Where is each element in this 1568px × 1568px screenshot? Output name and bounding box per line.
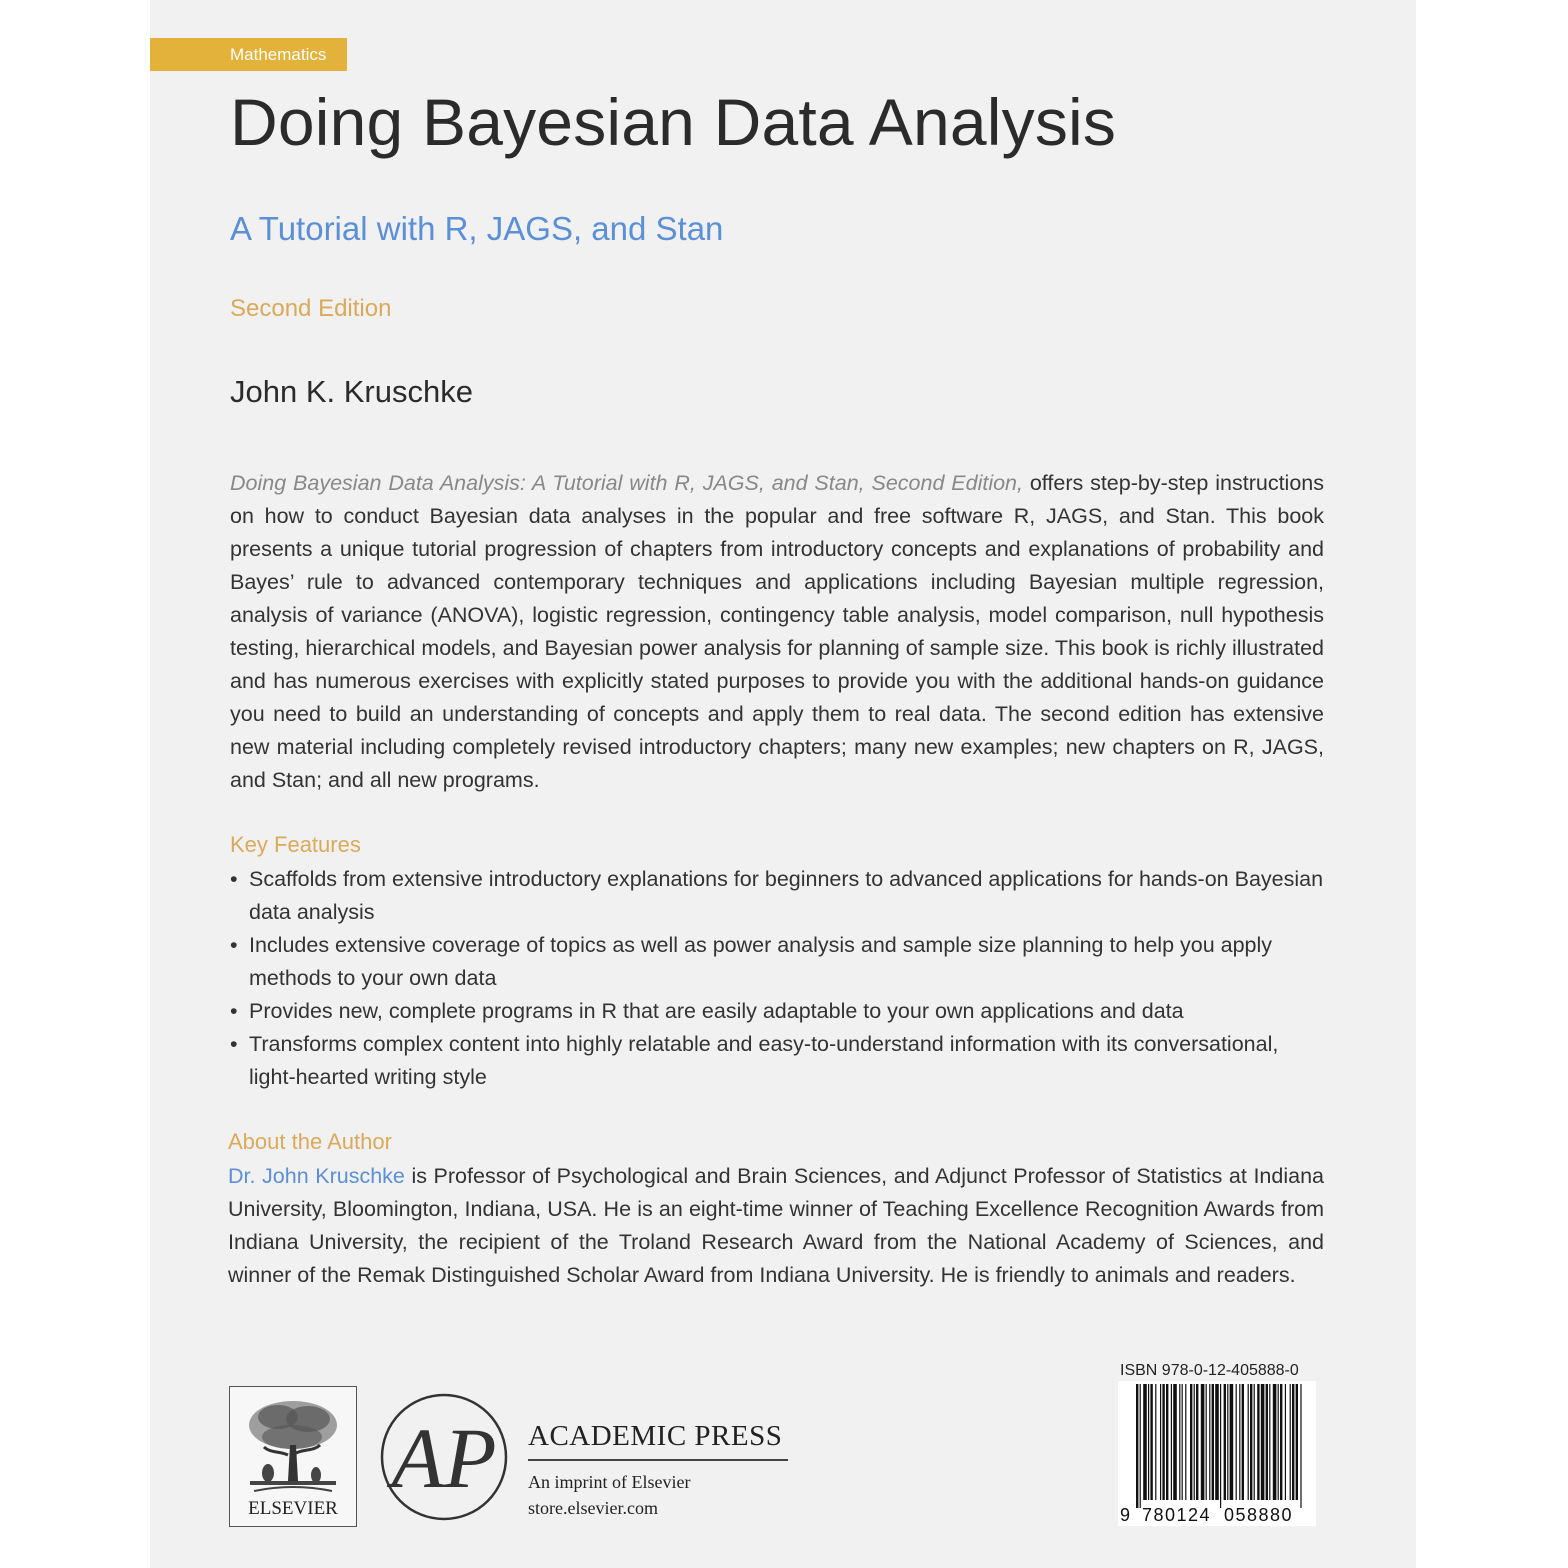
book-description [230, 467, 1324, 797]
barcode-bar [1248, 1384, 1249, 1500]
book-subtitle: A Tutorial with R, JAGS, and Stan [230, 210, 724, 247]
key-features-heading: Key Features [230, 832, 361, 857]
barcode-bar [1206, 1384, 1207, 1500]
barcode-bar [1194, 1384, 1195, 1500]
imprint-line: An imprint of Elsevier [528, 1472, 691, 1492]
barcode-bar [1179, 1384, 1180, 1500]
barcode-bar [1215, 1384, 1219, 1500]
barcode-bar [1182, 1384, 1183, 1500]
feature-item: • Scaffolds from extensive introductory explanations for beginners to advanced applications for hands-on Bayesian data analysis [230, 863, 1330, 929]
book-author: John K. Kruschke [230, 374, 473, 409]
publisher-name: ACADEMIC PRESS [528, 1420, 783, 1452]
ap-monogram: AP [391, 1410, 497, 1506]
barcode-bar [1242, 1384, 1244, 1500]
barcode-bar [1227, 1384, 1228, 1500]
store-url: store.elsevier.com [528, 1498, 658, 1518]
elsevier-wordmark: ELSEVIER [248, 1498, 338, 1519]
barcode-bar [1296, 1384, 1298, 1500]
barcode-bar [1171, 1384, 1172, 1500]
description-italic-lead: Doing Bayesian Data Analysis: A Tutorial with R, JAGS, and Stan, Second Edition, [230, 471, 1023, 495]
barcode-bar [1239, 1384, 1240, 1500]
barcode-bar [1280, 1384, 1282, 1500]
barcode-bar [1201, 1384, 1205, 1500]
barcode-bar [1230, 1384, 1234, 1500]
barcode-bar [1278, 1384, 1279, 1500]
barcode-bar [1273, 1384, 1277, 1500]
barcode-bar [1190, 1384, 1192, 1500]
barcode-bar [1209, 1384, 1210, 1500]
author-name: Dr. John Kruschke [228, 1164, 405, 1188]
barcode-bar [1290, 1384, 1291, 1500]
description-body: offers step-by-step instructions on how to conduct Bayesian data analyses in the popular and free software R, JAGS, and Stan. This book presents a unique tutorial progression of chapters from introductory concepts and explanations of probability and Bayes’ rule to advanced contemporary techniques and applications including Bayesian multiple regression, analysis of variance (ANOVA), logistic regression, contingency table analysis, model comparison, null hypothesis testing, hierarchical models, and Bayesian power analysis for planning of sample size. This book is richly illustrated and has numerous exercises with explicitly stated purposes to provide you with the additional hands-on guidance you need to build an understanding of concepts and apply them to real data. The second edition has extensive new material including completely revised introductory chapters; many new examples; new chapters on R, JAGS, and Stan; and all new programs. [230, 471, 1324, 792]
barcode-digit-first: 9 [1120, 1505, 1131, 1525]
isbn-barcode [1118, 1381, 1316, 1526]
barcode-bar [1173, 1384, 1177, 1500]
book-edition: Second Edition [230, 295, 392, 322]
about-author-heading: About the Author [228, 1129, 392, 1154]
publisher-divider [528, 1459, 788, 1461]
book-title: Doing Bayesian Data Analysis [230, 85, 1117, 159]
barcode-bar [1196, 1384, 1198, 1500]
barcode-bar [1212, 1384, 1214, 1500]
barcode-bar [1285, 1384, 1286, 1500]
barcode-bar [1224, 1384, 1226, 1500]
category-tab: Mathematics [150, 38, 347, 71]
barcode-bar [1220, 1384, 1221, 1508]
feature-item: • Transforms complex content into highly relatable and easy-to-understand information with its conversational, light-hearted writing style [230, 1028, 1330, 1094]
academic-press-ap-icon [379, 1393, 509, 1521]
barcode-bar [1150, 1384, 1152, 1500]
elsevier-tree-icon [240, 1395, 346, 1497]
feature-item: • Provides new, complete programs in R that are easily adaptable to your own applications and data [230, 995, 1330, 1028]
barcode-bar [1160, 1384, 1161, 1500]
author-bio: is Professor of Psychological and Brain Sciences, and Adjunct Professor of Statistics at Indiana University, Bloomington, Indiana, USA. He is an eight-time winner of Teaching Excellence Recognition Awards from Indiana University, the recipient of the Troland Research Award from the National Academy of Sciences, and winner of the Remak Distinguished Scholar Award from Indiana University. He is friendly to animals and readers. [228, 1164, 1324, 1287]
barcode-digit-group-1: 780124 [1142, 1505, 1212, 1525]
barcode-bar [1162, 1384, 1164, 1500]
elsevier-logo [229, 1386, 357, 1527]
barcode-bar [1261, 1384, 1265, 1500]
barcode-digit-group-2: 058880 [1224, 1505, 1294, 1525]
barcode-bar [1185, 1384, 1186, 1500]
barcode-bar [1254, 1384, 1255, 1500]
barcode-bar [1300, 1384, 1301, 1508]
key-features-list [230, 863, 1330, 1094]
barcode-bar [1136, 1384, 1138, 1508]
isbn-label: ISBN 978-0-12-405888-0 [1120, 1362, 1299, 1379]
barcode-bar [1250, 1384, 1252, 1500]
barcode-bar [1155, 1384, 1156, 1500]
barcode-bar [1236, 1384, 1237, 1500]
barcode-bar [1143, 1384, 1147, 1500]
barcode-icon [1136, 1384, 1302, 1508]
feature-item: • Includes extensive coverage of topics as well as power analysis and sample size planning to help you apply methods to your own data [230, 929, 1330, 995]
barcode-bar [1166, 1384, 1168, 1500]
barcode-bar [1266, 1384, 1268, 1500]
about-author-text [228, 1160, 1324, 1292]
barcode-bar [1140, 1384, 1141, 1508]
barcode-bar [1292, 1384, 1294, 1500]
barcode-bar [1148, 1384, 1149, 1500]
barcode-bar [1257, 1384, 1259, 1500]
barcode-bar [1269, 1384, 1270, 1500]
